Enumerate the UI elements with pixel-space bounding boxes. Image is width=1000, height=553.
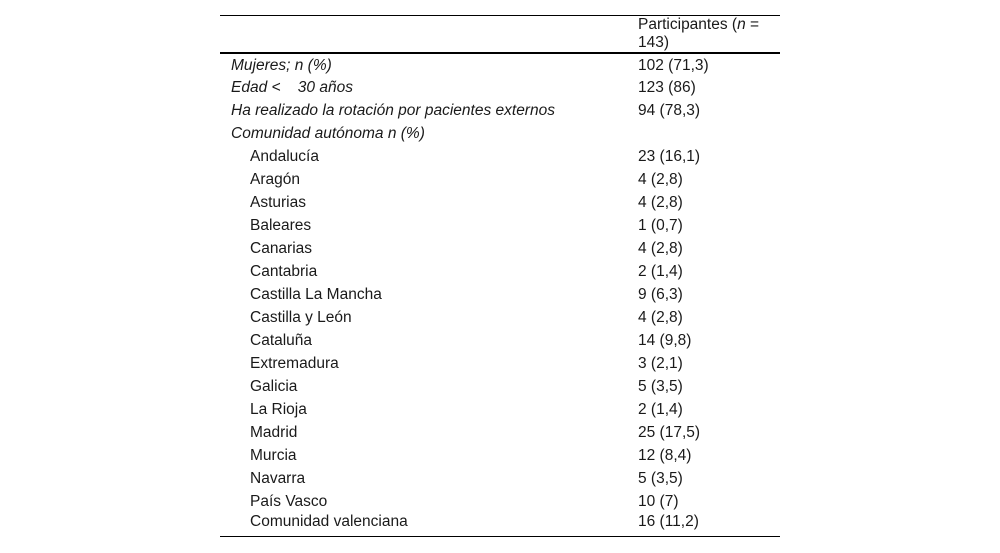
row-value: 3 (2,1) xyxy=(638,354,683,372)
row-label: Mujeres; n (%) xyxy=(231,57,332,74)
row-value: 1 (0,7) xyxy=(638,216,683,234)
row-label: Galicia xyxy=(250,377,298,395)
table-row xyxy=(220,444,780,467)
participants-table xyxy=(220,15,780,537)
table-row xyxy=(220,490,780,513)
row-label: Asturias xyxy=(250,193,306,211)
row-label: La Rioja xyxy=(250,400,307,418)
table-row xyxy=(220,283,780,306)
row-label: Castilla y León xyxy=(250,308,352,326)
row-label: Navarra xyxy=(250,469,306,487)
row-label: Comunidad autónoma n (%) xyxy=(231,124,425,142)
table-row xyxy=(220,329,780,352)
table-row xyxy=(220,237,780,260)
row-label: Extremadura xyxy=(250,354,339,372)
row-value: 10 (7) xyxy=(638,492,679,510)
row-value: 14 (9,8) xyxy=(638,331,692,349)
table-row xyxy=(220,122,780,145)
row-label: Comunidad valenciana xyxy=(250,513,408,531)
header-participants-n: n xyxy=(737,16,746,33)
row-value: 102 (71,3) xyxy=(638,57,709,74)
row-label: Cantabria xyxy=(250,262,318,280)
table-header xyxy=(220,16,780,54)
table-row xyxy=(220,375,780,398)
header-participants-prefix: Participantes ( xyxy=(638,16,738,33)
table-row xyxy=(220,467,780,490)
row-value: 4 (2,8) xyxy=(638,239,683,257)
row-label: Madrid xyxy=(250,423,298,441)
row-label: Murcia xyxy=(250,446,297,464)
table-row xyxy=(220,191,780,214)
row-value: 2 (1,4) xyxy=(638,262,683,280)
row-label: Edad < 30 años xyxy=(231,78,353,96)
table-row xyxy=(220,145,780,168)
header-row xyxy=(220,16,780,54)
table-row xyxy=(220,76,780,99)
row-value: 9 (6,3) xyxy=(638,285,683,303)
row-value: 94 (78,3) xyxy=(638,101,701,119)
row-value: 2 (1,4) xyxy=(638,400,683,418)
row-value: 23 (16,1) xyxy=(638,147,701,165)
row-value: 4 (2,8) xyxy=(638,193,683,211)
row-label: Canarias xyxy=(250,239,313,257)
header-label-cell xyxy=(220,16,638,54)
row-value: 12 (8,4) xyxy=(638,446,692,464)
header-participants-cell xyxy=(638,16,780,54)
row-value xyxy=(638,122,780,145)
row-label: Ha realizado la rotación por pacientes externos xyxy=(231,101,555,119)
table-row xyxy=(220,99,780,122)
row-value: 5 (3,5) xyxy=(638,469,683,487)
table-row xyxy=(220,306,780,329)
table-row xyxy=(220,398,780,421)
row-value: 5 (3,5) xyxy=(638,377,683,395)
table-row xyxy=(220,214,780,237)
row-value: 16 (11,2) xyxy=(638,513,699,531)
row-label: Cataluña xyxy=(250,331,313,349)
participants-table-container xyxy=(220,15,780,537)
table-row xyxy=(220,260,780,283)
row-label: Aragón xyxy=(250,170,300,188)
header-participants-suffix: = 143) xyxy=(638,16,760,51)
table-row xyxy=(220,513,780,536)
row-value: 4 (2,8) xyxy=(638,308,683,326)
row-label: Castilla La Mancha xyxy=(250,285,382,303)
row-label: País Vasco xyxy=(250,492,328,510)
row-value: 123 (86) xyxy=(638,78,696,96)
row-label: Baleares xyxy=(250,216,312,234)
row-label: Andalucía xyxy=(250,147,319,165)
table-body xyxy=(220,53,780,536)
row-value: 4 (2,8) xyxy=(638,170,683,188)
row-value: 25 (17,5) xyxy=(638,423,701,441)
table-row xyxy=(220,168,780,191)
table-row xyxy=(220,352,780,375)
table-row xyxy=(220,421,780,444)
table-row xyxy=(220,53,780,76)
